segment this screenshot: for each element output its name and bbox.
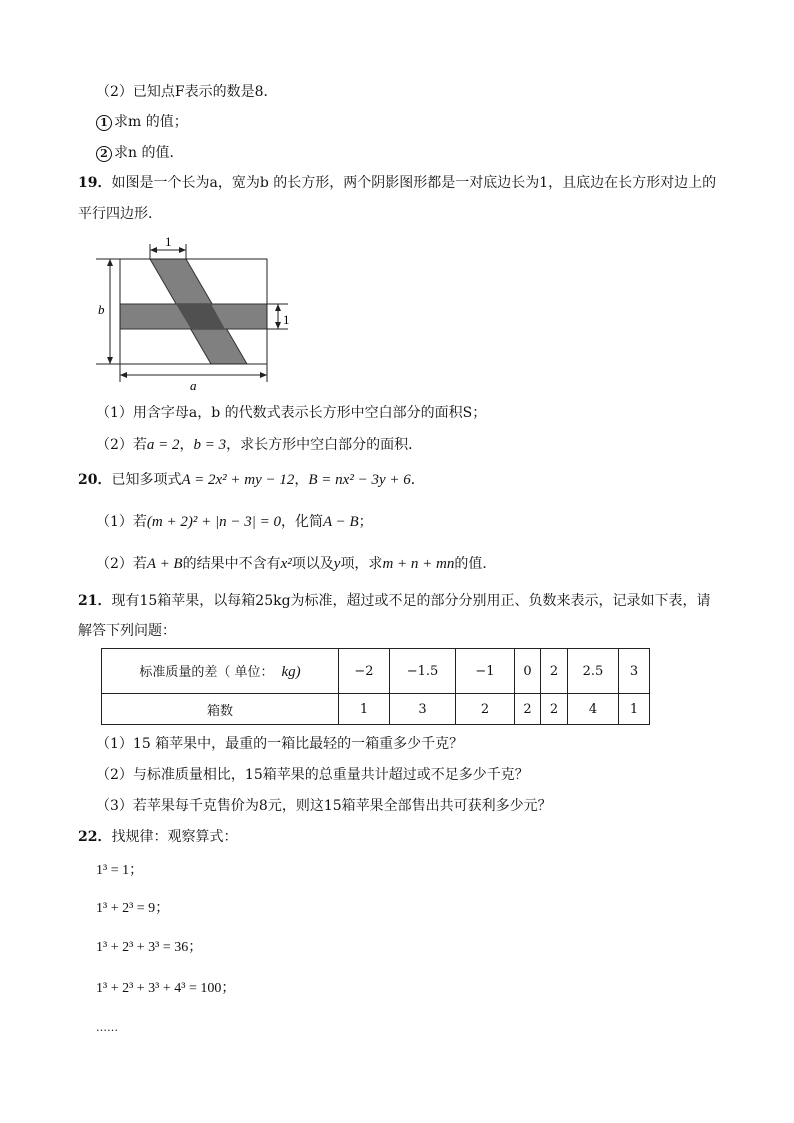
q22-eq2-text: 1³ + 2³ = 9 xyxy=(96,901,156,916)
q19-sep: ， xyxy=(179,437,194,453)
q20-part2-mid1: 的结果中不含有 xyxy=(182,556,281,572)
q20-part1-end: ； xyxy=(358,514,373,530)
diff-cell: 2 xyxy=(541,649,568,694)
q22-eq3-text: 1³ + 2³ + 3³ = 36 xyxy=(96,940,189,955)
count-cell: 1 xyxy=(339,694,390,725)
q20-part2-end: 的值． xyxy=(454,556,497,572)
count-cell: 4 xyxy=(568,694,619,725)
q18-sub1 xyxy=(96,112,188,132)
q22-eq2 xyxy=(96,898,169,919)
q20-sep: ， xyxy=(294,472,309,488)
q22-intro: 找规律：观察算式： xyxy=(111,829,238,845)
label-top: 1 xyxy=(165,234,172,249)
q20-part2-prefix: （2）若 xyxy=(96,556,147,572)
count-cell: 2 xyxy=(541,694,568,725)
row1-label: 标准质量的差（ 单位： xyxy=(139,665,274,680)
q19-part1: （1）用含字母a，b 的代数式表示长方形中空白部分的面积S； xyxy=(96,405,487,421)
diff-cell: 2.5 xyxy=(568,649,619,694)
q22-eq1-end: ； xyxy=(129,862,144,878)
row1-header xyxy=(102,649,339,694)
q19-part2 xyxy=(96,435,422,455)
q22-eq4-text: 1³ + 2³ + 3³ + 4³ = 100 xyxy=(96,981,222,996)
q21-number: 21． xyxy=(78,593,112,609)
q20-part2-target: m + n + mn xyxy=(382,556,455,572)
q20-part1-expr: A − B xyxy=(322,514,359,530)
q20-end: ． xyxy=(410,472,425,488)
row2-header: 箱数 xyxy=(102,694,339,725)
q20-prefix: 已知多项式 xyxy=(111,472,182,488)
q22-eq1-text: 1³ = 1 xyxy=(96,863,130,878)
q20-part2-mid2: 项以及 xyxy=(291,556,334,572)
diff-cell: −2 xyxy=(339,649,390,694)
q20-part1-mid: ，化简 xyxy=(280,514,323,530)
q21-text-line1 xyxy=(78,591,711,611)
table-row xyxy=(102,694,650,725)
q21-table xyxy=(101,648,650,725)
diff-cell: 0 xyxy=(515,649,541,694)
count-cell: 3 xyxy=(390,694,456,725)
q22-ellipsis: …… xyxy=(96,1021,118,1034)
q22-text xyxy=(78,827,237,847)
label-left: b xyxy=(98,302,105,317)
circled-one-icon: 1 xyxy=(96,115,112,131)
q21-part2: （2）与标准质量相比，15箱苹果的总重量共计超过或不足多少千克？ xyxy=(96,767,529,783)
q20-poly-a: A = 2x² + my − 12 xyxy=(181,472,295,488)
label-bottom: a xyxy=(190,378,197,393)
q19-part2-suffix: ，求长方形中空白部分的面积． xyxy=(226,437,423,453)
q19-figure xyxy=(90,232,300,394)
circled-two-icon: 2 xyxy=(96,146,112,162)
q22-eq4 xyxy=(96,978,235,999)
q18-sub2 xyxy=(96,143,183,163)
q21-text: 现有15箱苹果，以每箱25kg为标准，超过或不足的部分分别用正、负数来表示，记录如下表，请 xyxy=(111,593,711,609)
q20-part1 xyxy=(96,512,373,532)
q20-part2-y: y xyxy=(333,556,341,572)
q20-poly-b: B = nx² − 3y + 6 xyxy=(308,472,411,488)
q19-b-value: b = 3 xyxy=(193,437,227,453)
q20-part2-x2: x² xyxy=(280,556,292,572)
q19-number: 19． xyxy=(78,175,112,191)
q22-eq3-end: ； xyxy=(188,939,203,955)
q20-part2-mid3: 项，求 xyxy=(340,556,383,572)
label-right: 1 xyxy=(283,312,290,327)
q19-a-value: a = 2 xyxy=(146,437,180,453)
diff-cell: 3 xyxy=(619,649,650,694)
q20-part2-expr: A + B xyxy=(146,556,183,572)
q20-part1-prefix: （1）若 xyxy=(96,514,147,530)
q22-eq4-end: ； xyxy=(221,980,236,996)
q19-text-line1 xyxy=(78,173,716,193)
q22-eq1 xyxy=(96,860,143,881)
q19-text: 如图是一个长为a，宽为b 的长方形，两个阴影图形都是一对底边长为1，且底边在长方形对边上的 xyxy=(111,175,717,191)
diff-cell: −1 xyxy=(456,649,515,694)
q21-text-line2: 解答下列问题： xyxy=(78,623,176,639)
q19-part2-prefix: （2）若 xyxy=(96,437,147,453)
q22-eq3 xyxy=(96,937,202,958)
q18-sub2-text: 求n 的值． xyxy=(114,145,184,161)
diff-cell: −1.5 xyxy=(390,649,456,694)
count-cell: 2 xyxy=(456,694,515,725)
q20-part1-cond: (m + 2)² + |n − 3| = 0 xyxy=(146,514,281,530)
q22-number: 22． xyxy=(78,829,112,845)
q21-part3: （3）若苹果每千克售价为8元，则这15箱苹果全部售出共可获利多少元？ xyxy=(96,798,552,814)
q22-eq2-end: ； xyxy=(155,900,170,916)
count-cell: 1 xyxy=(619,694,650,725)
q19-text-line2: 平行四边形． xyxy=(78,206,162,222)
q20-number: 20． xyxy=(78,472,112,488)
q21-part1: （1）15 箱苹果中，最重的一箱比最轻的一箱重多少千克？ xyxy=(96,736,464,752)
row1-unit: kg) xyxy=(281,664,301,680)
count-cell: 2 xyxy=(515,694,541,725)
q20-part2 xyxy=(96,554,496,574)
table-row xyxy=(102,649,650,694)
q18-sub1-text: 求m 的值； xyxy=(114,114,188,130)
q20-text xyxy=(78,470,425,490)
q18-part2: （2）已知点F表示的数是8． xyxy=(96,84,278,100)
